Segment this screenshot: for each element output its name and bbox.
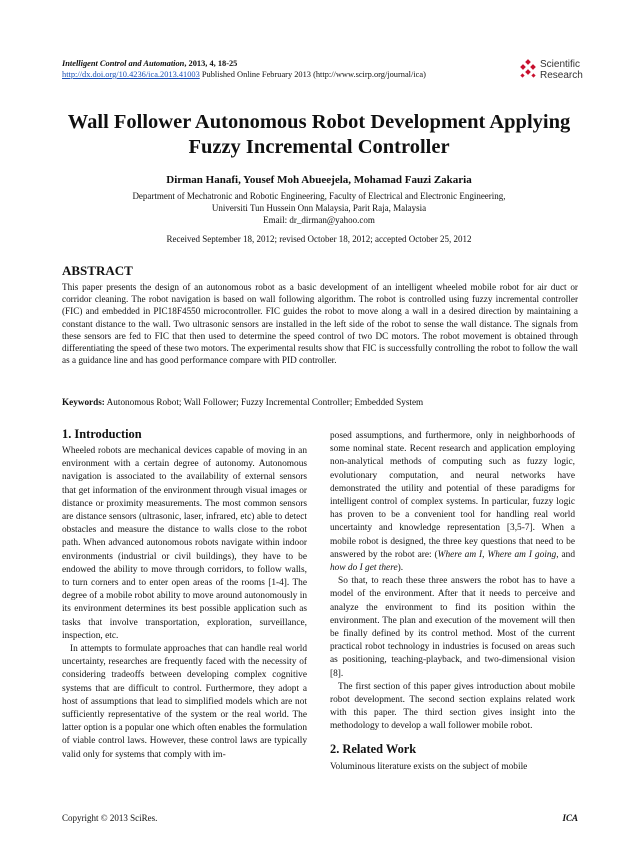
journal-name: Intelligent Control and Automation (62, 59, 185, 68)
paper-authors: Dirman Hanafi, Yousef Moh Abueejela, Mohamad Fauzi Zakaria (166, 174, 472, 186)
intro-paragraph-1: Wheeled robots are mechanical devices capable of moving in an environment with a certain degree of autonomy. Autonomous navigation is associated to the availability of external sensors that get information of the environment through visual images or distance or proximity measurements. The most common sensors are distance sensors (ultrasonic, laser, infrared, etc) able to detect obstacles and measure the distance to walls close to the robot path. When advanced autonomous robots navigate within indoor environments (industrial or civil buildings), they have to be endowed the ability to move through corridors, to follow walls, to turn corners and to enter open areas of the rooms [1-4]. The degree of a mobile robot ability to move around autonomously in its environment determines its best possible application such as tasks that involve transportation, exploration, surveillance, inspection, etc. (62, 446, 307, 641)
related-work-paragraph-1: Voluminous literature exists on the subject of mobile (330, 761, 528, 772)
paragraph-text: posed assumptions, and furthermore, only in neighborhoods of some nominal state. Recent research and application employing non-analytical methods of computing such as fuzzy logic, evolutionary computation, and neural networks have demonstrated the utility and potential of these paradigms for intelligent control of complex systems. In particular, fuzzy logic has proven to be a convenient tool for handling real world uncertainty and knowledge representation [3,5-7]. When a mobile robot is designed, the three key questions that need to be answered by the robot are: ( (330, 431, 575, 560)
paper-title: Wall Follower Autonomous Robot Development Applying Fuzzy Incremental Controller (67, 111, 571, 158)
question-2: Where am I going (487, 549, 557, 560)
intro-paragraph-5: The first section of this paper gives introduction about mobile robot development. The second section explains related work with this paper. The third section gives insight into the methodology to develop a wall follower mobile robot. (330, 681, 575, 732)
left-column (62, 426, 307, 762)
keywords-line (62, 397, 578, 407)
journal-header (62, 58, 426, 80)
publisher-logo (518, 56, 588, 82)
intro-paragraph-2: In attempts to formulate approaches that can handle real world uncertainty, researches are frequently faced with the necessity of considering tradeoffs between developing complex cognitive systems that are difficult to control. Furthermore, they adopt a host of assumptions that lead to simplified models which are not sufficiently representative of the system or the real world. The latter option is a popular one which often enables the formulation of viable control laws. However, these control laws are typically valid only for systems that comply with im- (62, 644, 307, 760)
author-affiliation (40, 190, 598, 226)
doi-link[interactable]: http://dx.doi.org/10.4236/ica.2013.41003 (62, 70, 200, 79)
intro-paragraph-3 (330, 430, 575, 575)
keywords-text: Autonomous Robot; Wall Follower; Fuzzy Incremental Controller; Embedded System (104, 397, 424, 407)
footer-journal-abbr: ICA (562, 813, 578, 823)
logo-text-line1: Scientific (540, 59, 581, 70)
question-3: how do I get there (330, 563, 398, 574)
affiliation-line-2: Universiti Tun Hussein Onn Malaysia, Parit Raja, Malaysia (211, 203, 427, 213)
separator: , (482, 549, 488, 560)
question-1: Where am I (437, 549, 483, 560)
journal-volume: , 2013, 4, 18-25 (184, 59, 238, 68)
abstract-text: This paper presents the design of an autonomous robot as a basic development of an intelligent wheeled mobile robot for air duct or corridor cleaning. The robot navigation is based on wall following algorithm. The robot is controlled using fuzzy incremental controller (FIC) and embedded in PIC18F4550 microcontroller. FIC guides the robot to move along a wall in a desired direction by maintaining a constant distance to the wall. Two ultrasonic sensors are installed in the left side of the robot to sense the wall distance. The signals from these sensors are fed to FIC that then used to determine the speed control of two DC motors. The robot movement is obtained through differentiating the speed of these two motors. The experimental results show that FIC is successfully controlling the robot to follow the wall as a guidance line and has good performance compare with PID controller. (62, 282, 578, 366)
footer-copyright: Copyright © 2013 SciRes. (62, 813, 158, 823)
separator: , and (556, 549, 575, 560)
abstract-heading: ABSTRACT (62, 263, 133, 278)
journal-citation (62, 58, 426, 69)
logo-text-line2: Research (540, 70, 583, 81)
scientific-research-logo-icon (518, 59, 538, 79)
section-heading-related-work: 2. Related Work (330, 741, 417, 756)
received-dates: Received September 18, 2012; revised October 18, 2012; accepted October 25, 2012 (166, 234, 472, 244)
doi-line (62, 69, 426, 80)
section-heading-introduction: 1. Introduction (62, 427, 142, 441)
intro-paragraph-4: So that, to reach these three answers the robot has to have a model of the environment. After that it needs to perceive and analyze the environment to find its position within the environment. The plan and execution of the movement will then be finally defined by its control method. Most of the current practical robot technology in industries is focused on areas such as positioning, teaching-playback, and two-dimensional vision [8]. (330, 576, 575, 679)
published-text: Published Online February 2013 (http://www.scirp.org/journal/ica) (199, 70, 426, 79)
affiliation-line-1: Department of Mechatronic and Robotic Engineering, Faculty of Electrical and Electronic Engineering, (132, 191, 506, 201)
keywords-label: Keywords: (62, 397, 105, 407)
right-column (330, 430, 575, 774)
paragraph-text: ). (397, 563, 404, 574)
author-email: Email: dr_dirman@yahoo.com (263, 215, 375, 225)
